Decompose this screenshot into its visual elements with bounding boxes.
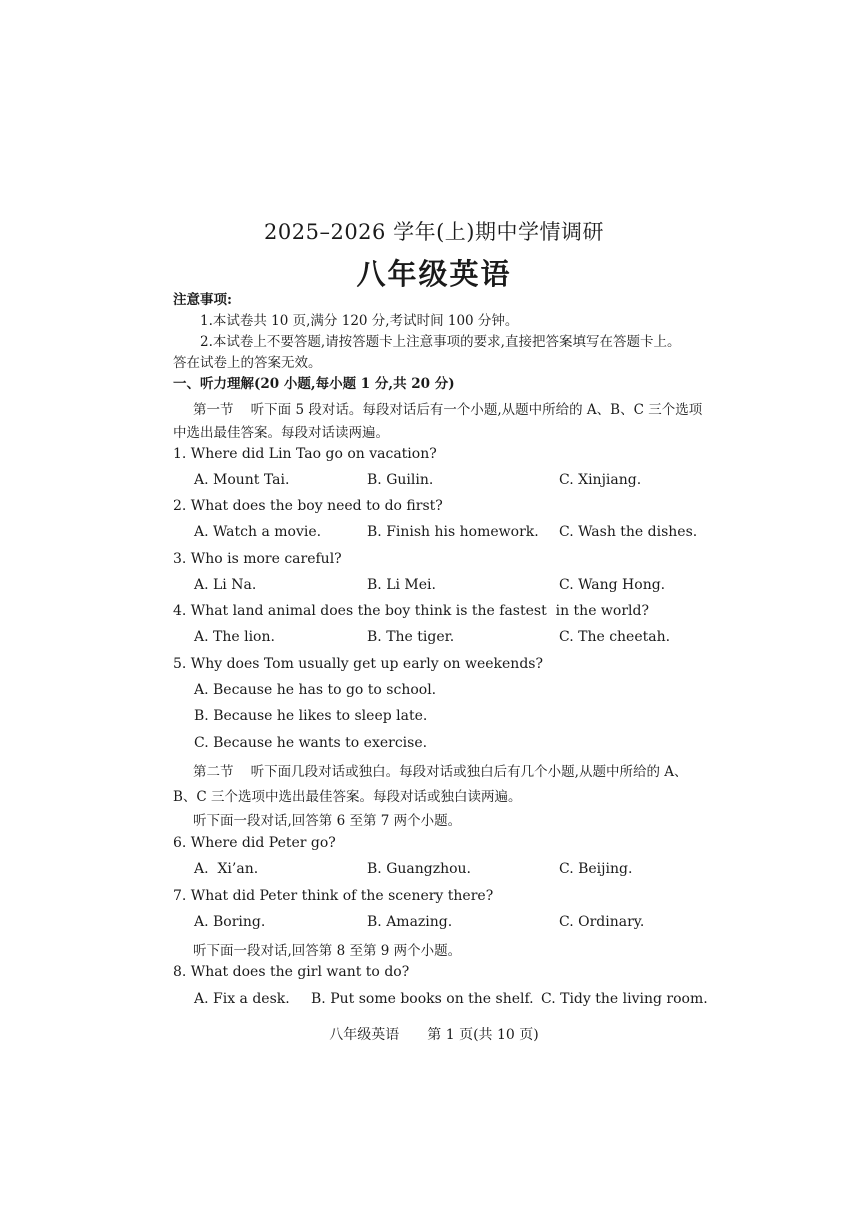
question-5-option-a: A. Because he has to go to school. [194,682,437,698]
part-2-instruction-line-2: B、C 三个选项中选出最佳答案。每段对话或独白读两遍。 [173,789,522,805]
question-2-stem: 2. What does the boy need to do first? [173,498,443,514]
question-8-option-c: C. Tidy the living room. [541,991,708,1007]
question-4-option-a: A. The lion. [194,629,275,645]
question-7-option-c: C. Ordinary. [559,914,645,930]
question-4-stem: 4. What land animal does the boy think is the fastest in the world? [173,603,649,619]
part-1-instruction-line-1: 第一节 听下面 5 段对话。每段对话后有一个小题,从题中所给的 A、B、C 三个选项 [193,402,703,418]
question-6-option-c: C. Beijing. [559,861,633,877]
question-2-option-b: B. Finish his homework. [367,524,539,540]
question-6-option-b: B. Guangzhou. [367,861,472,877]
question-1-stem: 1. Where did Lin Tao go on vacation? [173,446,437,462]
question-5-stem: 5. Why does Tom usually get up early on weekends? [173,656,543,672]
footer-page-number: 第 1 页(共 10 页) [427,1027,539,1043]
question-3-option-c: C. Wang Hong. [559,577,666,593]
notice-item-2-line-2: 答在试卷上的答案无效。 [173,355,322,371]
notice-item-2-line-1: 2.本试卷上不要答题,请按答题卡上注意事项的要求,直接把答案填写在答题卡上。 [200,334,681,350]
question-3-stem: 3. Who is more careful? [173,551,342,567]
instruction-questions-6-7: 听下面一段对话,回答第 6 至第 7 两个小题。 [193,813,462,829]
question-4-option-c: C. The cheetah. [559,629,671,645]
question-5-option-b: B. Because he likes to sleep late. [194,708,428,724]
notice-heading: 注意事项: [173,292,232,308]
instruction-questions-8-9: 听下面一段对话,回答第 8 至第 9 两个小题。 [193,943,462,959]
question-7-option-a: A. Boring. [194,914,266,930]
question-8-option-b: B. Put some books on the shelf. [311,991,534,1007]
question-8-stem: 8. What does the girl want to do? [173,964,410,980]
question-5-option-c: C. Because he wants to exercise. [194,735,428,751]
part-1-instruction-line-2: 中选出最佳答案。每段对话读两遍。 [173,425,389,441]
exam-subject-title: 八年级英语 [356,257,512,291]
question-6-stem: 6. Where did Peter go? [173,835,336,851]
question-3-option-a: A. Li Na. [194,577,257,593]
notice-item-1: 1.本试卷共 10 页,满分 120 分,考试时间 100 分钟。 [200,313,519,329]
question-1-option-c: C. Xinjiang. [559,472,642,488]
question-6-option-a: A. Xi’an. [194,861,259,877]
question-1-option-b: B. Guilin. [367,472,434,488]
question-4-option-b: B. The tiger. [367,629,455,645]
question-7-option-b: B. Amazing. [367,914,453,930]
question-1-option-a: A. Mount Tai. [194,472,290,488]
section-1-heading: 一、听力理解(20 小题,每小题 1 分,共 20 分) [173,376,455,392]
question-3-option-b: B. Li Mei. [367,577,436,593]
question-2-option-c: C. Wash the dishes. [559,524,698,540]
question-7-stem: 7. What did Peter think of the scenery there? [173,888,494,904]
page-footer [0,1024,868,1044]
question-2-option-a: A. Watch a movie. [194,524,322,540]
part-2-instruction-line-1: 第二节 听下面几段对话或独白。每段对话或独白后有几个小题,从题中所给的 A、 [193,764,688,780]
question-8-option-a: A. Fix a desk. [194,991,290,1007]
exam-title: 2025–2026 学年(上)期中学情调研 [264,220,604,244]
footer-subject: 八年级英语 [329,1027,400,1043]
